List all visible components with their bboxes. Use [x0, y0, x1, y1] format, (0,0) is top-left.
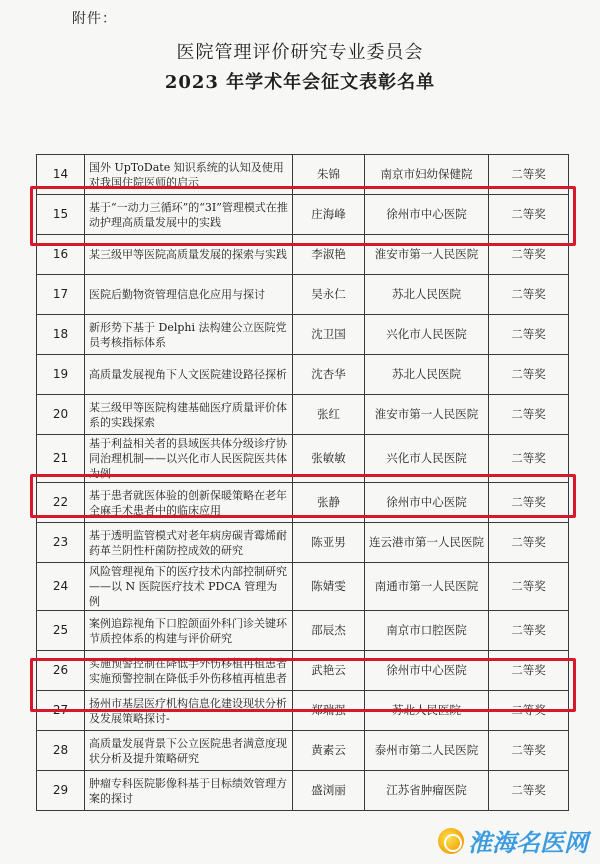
table-row	[37, 483, 569, 523]
paper-title-cell: 国外 UpToDate 知识系统的认知及使用对我国住院医师的启示	[85, 155, 293, 195]
row-number-cell: 25	[37, 611, 85, 651]
organization-cell: 连云港市第一人民医院	[365, 523, 489, 563]
organization-cell: 泰州市第二人民医院	[365, 731, 489, 771]
table-row	[37, 195, 569, 235]
organization-cell: 兴化市人民医院	[365, 315, 489, 355]
watermark-text: 淮海名医网	[468, 829, 588, 857]
paper-title-cell: 风险管理视角下的医疗技术内部控制研究——以 N 医院医疗技术 PDCA 管理为例	[85, 563, 293, 611]
award-cell: 二等奖	[489, 235, 569, 275]
organization-cell: 徐州市中心医院	[365, 195, 489, 235]
author-cell: 武艳云	[293, 651, 365, 691]
table-row	[37, 731, 569, 771]
award-cell: 二等奖	[489, 771, 569, 811]
author-cell: 朱锦	[293, 155, 365, 195]
document-subtitle: 2023 年学术年会征文表彰名单	[164, 72, 436, 93]
paper-title-cell: 案例追踪视角下口腔颌面外科门诊关键环节质控体系的构建与评价研究	[85, 611, 293, 651]
document-title: 医院管理评价研究专业委员会	[176, 42, 424, 63]
table-row	[37, 355, 569, 395]
author-cell: 吴永仁	[293, 275, 365, 315]
row-number-cell: 20	[37, 395, 85, 435]
table-row	[37, 651, 569, 691]
author-cell: 张敏敏	[293, 435, 365, 483]
author-cell: 邵辰杰	[293, 611, 365, 651]
row-number-cell: 15	[37, 195, 85, 235]
organization-cell: 徐州市中心医院	[365, 483, 489, 523]
organization-cell: 苏北人民医院	[365, 355, 489, 395]
paper-title-cell: 新形势下基于 Delphi 法构建公立医院党员考核指标体系	[85, 315, 293, 355]
row-number-cell: 29	[37, 771, 85, 811]
table-row	[37, 563, 569, 611]
table-row	[37, 235, 569, 275]
award-cell: 二等奖	[489, 651, 569, 691]
paper-title-cell: 基于透明监管模式对老年病房碳青霉烯耐药革兰阴性杆菌防控成效的研究	[85, 523, 293, 563]
watermark-logo-icon	[438, 828, 464, 854]
row-number-cell: 28	[37, 731, 85, 771]
award-cell: 二等奖	[489, 195, 569, 235]
table-row	[37, 611, 569, 651]
award-list-table	[36, 154, 569, 811]
paper-title-cell: 高质量发展视角下人文医院建设路径探析	[85, 355, 293, 395]
row-number-cell: 19	[37, 355, 85, 395]
table-row	[37, 435, 569, 483]
award-cell: 二等奖	[489, 315, 569, 355]
table-row	[37, 691, 569, 731]
author-cell: 沈卫国	[293, 315, 365, 355]
paper-title-cell: 某三级甲等医院高质量发展的探索与实践	[85, 235, 293, 275]
award-cell: 二等奖	[489, 275, 569, 315]
row-number-cell: 27	[37, 691, 85, 731]
table-row	[37, 523, 569, 563]
organization-cell: 苏北人民医院	[365, 691, 489, 731]
table-row	[37, 315, 569, 355]
award-cell: 二等奖	[489, 611, 569, 651]
paper-title-cell: 扬州市基层医疗机构信息化建设现状分析及发展策略探讨-	[85, 691, 293, 731]
paper-title-cell: 基于利益相关者的县域医共体分级诊疗协同治理机制——以兴化市人民医院医共体为例	[85, 435, 293, 483]
table-row	[37, 771, 569, 811]
table-row	[37, 395, 569, 435]
row-number-cell: 23	[37, 523, 85, 563]
author-cell: 盛浏丽	[293, 771, 365, 811]
author-cell: 庄海峰	[293, 195, 365, 235]
award-cell: 二等奖	[489, 483, 569, 523]
row-number-cell: 22	[37, 483, 85, 523]
row-number-cell: 26	[37, 651, 85, 691]
organization-cell: 江苏省肿瘤医院	[365, 771, 489, 811]
author-cell: 张红	[293, 395, 365, 435]
award-cell: 二等奖	[489, 731, 569, 771]
table-row	[37, 275, 569, 315]
row-number-cell: 21	[37, 435, 85, 483]
author-cell: 李淑艳	[293, 235, 365, 275]
author-cell: 沈杏华	[293, 355, 365, 395]
site-watermark	[438, 823, 588, 858]
award-cell: 二等奖	[489, 155, 569, 195]
award-cell: 二等奖	[489, 355, 569, 395]
paper-title-cell: 某三级甲等医院构建基础医疗质量评价体系的实践探索	[85, 395, 293, 435]
organization-cell: 南京市口腔医院	[365, 611, 489, 651]
organization-cell: 兴化市人民医院	[365, 435, 489, 483]
paper-title-cell: 基于“一动力三循环”的“3I”管理模式在推动护理高质量发展中的实践	[85, 195, 293, 235]
award-cell: 二等奖	[489, 691, 569, 731]
author-cell: 张静	[293, 483, 365, 523]
attachment-label: 附件：	[72, 11, 117, 27]
organization-cell: 南京市妇幼保健院	[365, 155, 489, 195]
paper-title-cell: 基于患者就医体验的创新保暖策略在老年全麻手术患者中的临床应用	[85, 483, 293, 523]
row-number-cell: 17	[37, 275, 85, 315]
organization-cell: 徐州市中心医院	[365, 651, 489, 691]
author-cell: 陈婧雯	[293, 563, 365, 611]
organization-cell: 淮安市第一人民医院	[365, 395, 489, 435]
award-cell: 二等奖	[489, 395, 569, 435]
author-cell: 陈亚男	[293, 523, 365, 563]
award-cell: 二等奖	[489, 523, 569, 563]
author-cell: 郑瑞强	[293, 691, 365, 731]
table-row	[37, 155, 569, 195]
row-number-cell: 24	[37, 563, 85, 611]
organization-cell: 苏北人民医院	[365, 275, 489, 315]
paper-title-cell: 高质量发展背景下公立医院患者满意度现状分析及提升策略研究	[85, 731, 293, 771]
paper-title-cell: 医院后勤物资管理信息化应用与探讨	[85, 275, 293, 315]
row-number-cell: 14	[37, 155, 85, 195]
paper-title-cell: 实施预警控制在降低手外伤移植再植患者实施预警控制在降低手外伤移植再植患者	[85, 651, 293, 691]
award-cell: 二等奖	[489, 563, 569, 611]
author-cell: 黄素云	[293, 731, 365, 771]
paper-title-cell: 肿瘤专科医院影像科基于目标绩效管理方案的探讨	[85, 771, 293, 811]
organization-cell: 南通市第一人民医院	[365, 563, 489, 611]
organization-cell: 淮安市第一人民医院	[365, 235, 489, 275]
row-number-cell: 18	[37, 315, 85, 355]
row-number-cell: 16	[37, 235, 85, 275]
award-cell: 二等奖	[489, 435, 569, 483]
